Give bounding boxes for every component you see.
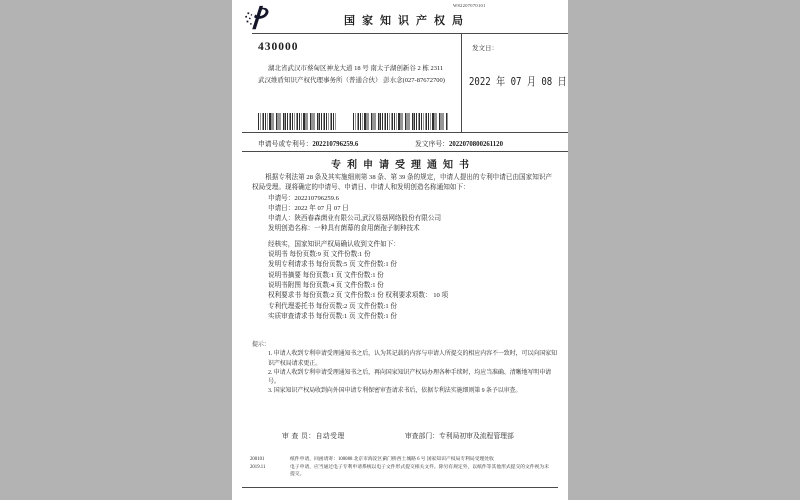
footer-text: 电子申请，应当通过电子专利申请系统以电子文件形式提交相关文件。除另有规定外，以纸件等其他形式提交的文件视为未提交。 [290,464,550,477]
note-item: 2. 申请人收到专利申请受理通知书之后，再向国家知识产权局办理各种手续时，均应当准确、清晰地写明申请号。 [268,369,552,386]
doc-serial-code: W82207070101 [453,3,486,8]
footer-text: 纸件申请，回函请寄：100088 北京市海淀区蓟门桥西土城路 6 号 国家知识产权局专利局受理处收 [290,457,494,462]
rule-above-numbers [242,132,568,133]
footer-version-code: 2019.11 [250,464,266,470]
field-filing-date: 申请日：2022 年 07 月 07 日 [268,204,349,212]
footer-row [250,457,552,464]
issue-date-box [461,33,568,133]
application-number-label: 申请号或专利号： [258,141,313,148]
examiner [282,430,345,440]
received-document: 说明书摘要 每份页数:1 页 文件份数:1 份 [268,271,384,279]
application-number [258,138,358,148]
received-document: 说明书 每份页数:9 页 文件份数:1 份 [268,251,371,259]
footer-rule [242,487,558,488]
department-label: 审查部门： [405,433,439,440]
application-number-value: 202210796259.6 [312,141,359,148]
cnipa-logo-icon [244,5,270,31]
received-document: 专利代理委托书 每份页数:2 页 文件份数:1 份 [268,302,397,310]
notice-intro: 根据专利法第 28 条及其实施细则第 38 条、第 39 条的规定，申请人提出的专利申请已由国家知识产权局受理。现将确定的申请号、申请日、申请人和发明创造名称通知如下： [252,174,553,192]
issue-date-label: 发文日： [472,45,498,52]
note-item: 3. 国家知识产权局收到向外国申请专利保密审查请求书后，依据专利法实施细则第 9 条予以审查。 [268,388,522,395]
note-item: 1. 申请人收到专利申请受理通知书之后，认为其记载的内容与申请人所提交的相应内容不一致时，可以向国家知识产权局请求更正。 [268,351,557,367]
received-document: 发明专利请求书 每份页数:5 页 文件份数:1 份 [268,261,397,269]
field-invention-title: 发明创造名称：一种具有菌幕的食用菌孢子制种技术 [268,225,420,233]
recipient-agency-line: 武汉维盾知识产权代理事务所（普通合伙） 彭水念(027-87672700) [258,77,445,84]
received-intro: 经核实，国家知识产权局确认收到文件如下： [268,240,400,248]
department [405,430,514,440]
footer-form-code: 200101 [250,457,265,462]
footer-row [250,465,552,479]
rule-below-numbers [242,151,568,152]
agency-title: 国家知识产权局 [344,15,470,27]
department-value: 专利局初审及流程管理部 [438,433,514,440]
dispatch-number-value: 2022070800261120 [448,141,503,148]
notes-section [252,341,562,397]
field-application-number: 申请号：202210796259.6 [268,194,339,202]
footer-notes [250,457,552,479]
issue-date-value: 2022 年 07 月 08 日 [469,75,567,88]
notice-body [252,173,554,322]
document-page [232,0,568,500]
dispatch-number [415,138,503,148]
received-document: 说明书附图 每份页数:4 页 文件份数:1 份 [268,281,384,289]
received-document: 实质审查请求书 每份页数:1 页 文件份数:1 份 [268,312,397,320]
dispatch-number-label: 发文序号： [415,141,449,148]
examiner-value: 自动受理 [315,433,345,440]
notes-label: 提示： [252,342,270,348]
recipient-address: 湖北省武汉市蔡甸区神龙大道 18 号 南太子湖创新谷 2 栋 2311 [268,65,444,72]
field-applicant: 申请人：陕西春森菌业有限公司,武汉易菇网络股份有限公司 [268,215,442,223]
notice-title: 专利申请受理通知书 [331,160,475,171]
postal-code: 430000 [258,41,299,53]
examiner-label: 审 查 员： [282,433,316,440]
barcode-right [353,113,448,130]
barcode-left [258,113,337,130]
received-document: 权利要求书 每份页数:2 页 文件份数:1 份 权利要求项数： 10 项 [268,292,449,300]
